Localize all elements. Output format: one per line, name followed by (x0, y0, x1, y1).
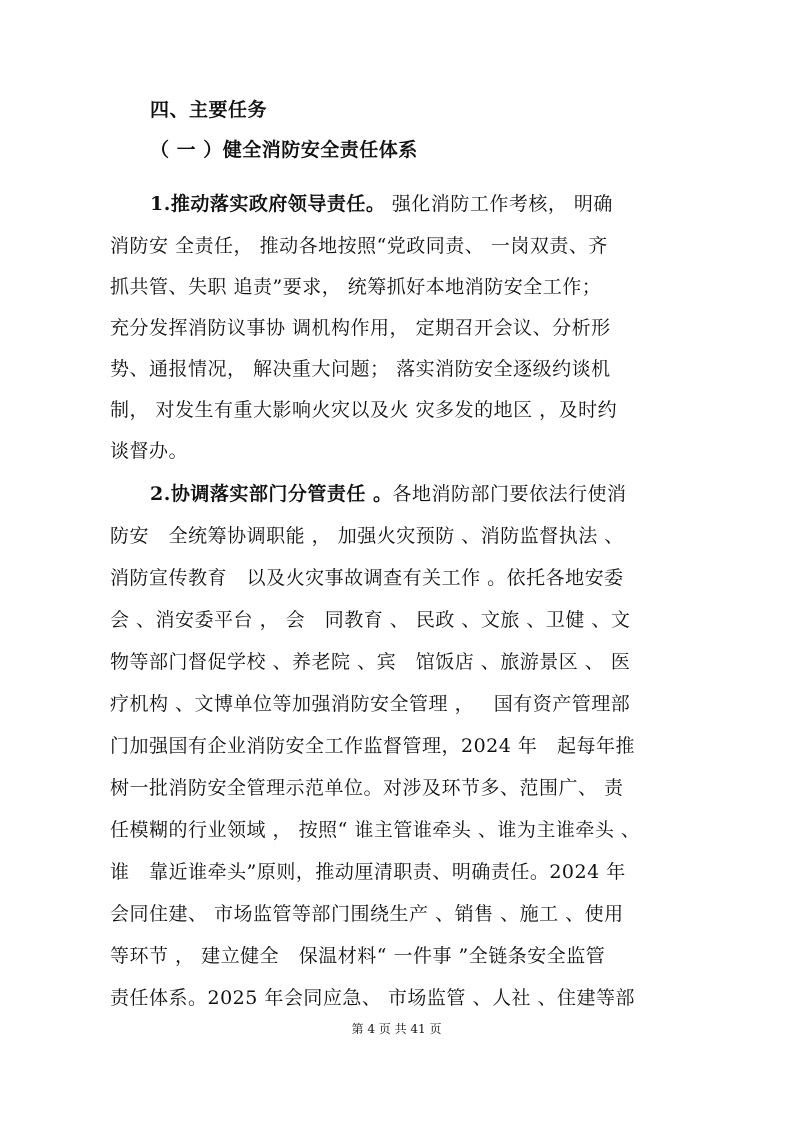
paragraph-line: 充分发挥消防议事协 调机构作用， 定期召开会议、分析形 (110, 317, 611, 339)
paragraph-line: 会同住建、 市场监管等部门围绕生产 、销售 、施工 、使用 (110, 903, 624, 925)
paragraph-line: 谈督办。 (110, 440, 189, 462)
paragraph-line: 消防宣传教育 以及火灾事故调查有关工作 。依托各地安委 (110, 567, 624, 589)
paragraph-line: 制， 对发生有重大影响火灾以及火 灾多发的地区 ，及时约 (110, 399, 618, 421)
subsection-heading: （ 一 ）健全消防安全责任体系 (150, 139, 418, 161)
paragraph-line: 树一批消防安全管理示范单位。对涉及环节多、范围广、 责 (110, 777, 624, 799)
paragraph-line: 会 、消安委平台 ， 会 同教育 、 民政 、文旅 、卫健 、文 (110, 609, 631, 631)
paragraph-line: 谁 靠近谁牵头”原则，推动厘清职责、明确责任。2024 年 (110, 861, 626, 883)
paragraph-line: 物等部门督促学校 、养老院 、宾 馆饭店 、旅游景区 、 医 (110, 651, 631, 673)
paragraph-line: 任模糊的行业领域 ， 按照“ 谁主管谁牵头 、谁为主谁牵头 、 (110, 819, 641, 841)
paragraph-line: 抓共管、失职 追责”要求， 统筹抓好本地消防安全工作； (110, 276, 602, 298)
paragraph-text: 各地消防部门要依法行使消 (392, 483, 627, 505)
paragraph-line (150, 482, 626, 506)
paragraph-line: 门加强国有企业消防安全工作监督管理，2024 年 起每年推 (110, 735, 636, 757)
paragraph-line: 势、通报情况， 解决重大问题； 落实消防安全逐级约谈机 (110, 358, 611, 380)
paragraph-lead: 1.推动落实政府领导责任。 (150, 193, 386, 215)
paragraph-lead: 2.协调落实部门分管责任 。 (150, 483, 393, 505)
paragraph-line (150, 192, 613, 216)
paragraph-line: 防安 全统筹协调职能 ， 加强火灾预防 、消防监督执法 、 (110, 525, 624, 547)
paragraph-line: 责任体系。2025 年会同应急、 市场监管 、人社 、住建等部 (110, 987, 636, 1009)
paragraph-line: 疗机构 、文博单位等加强消防安全管理 ， 国有资产管理部 (110, 693, 631, 715)
page-footer: 第 4 页 共 41 页 (351, 1022, 442, 1036)
paragraph-line: 消防安 全责任， 推动各地按照“党政同责、 一岗双责、齐 (110, 235, 608, 257)
paragraph-line: 等环节 ， 建立健全 保温材料“ 一件事 ”全链条安全监管 (110, 945, 606, 967)
paragraph-text: 强化消防工作考核， 明确 (385, 193, 613, 215)
section-heading: 四、主要任务 (150, 99, 268, 121)
